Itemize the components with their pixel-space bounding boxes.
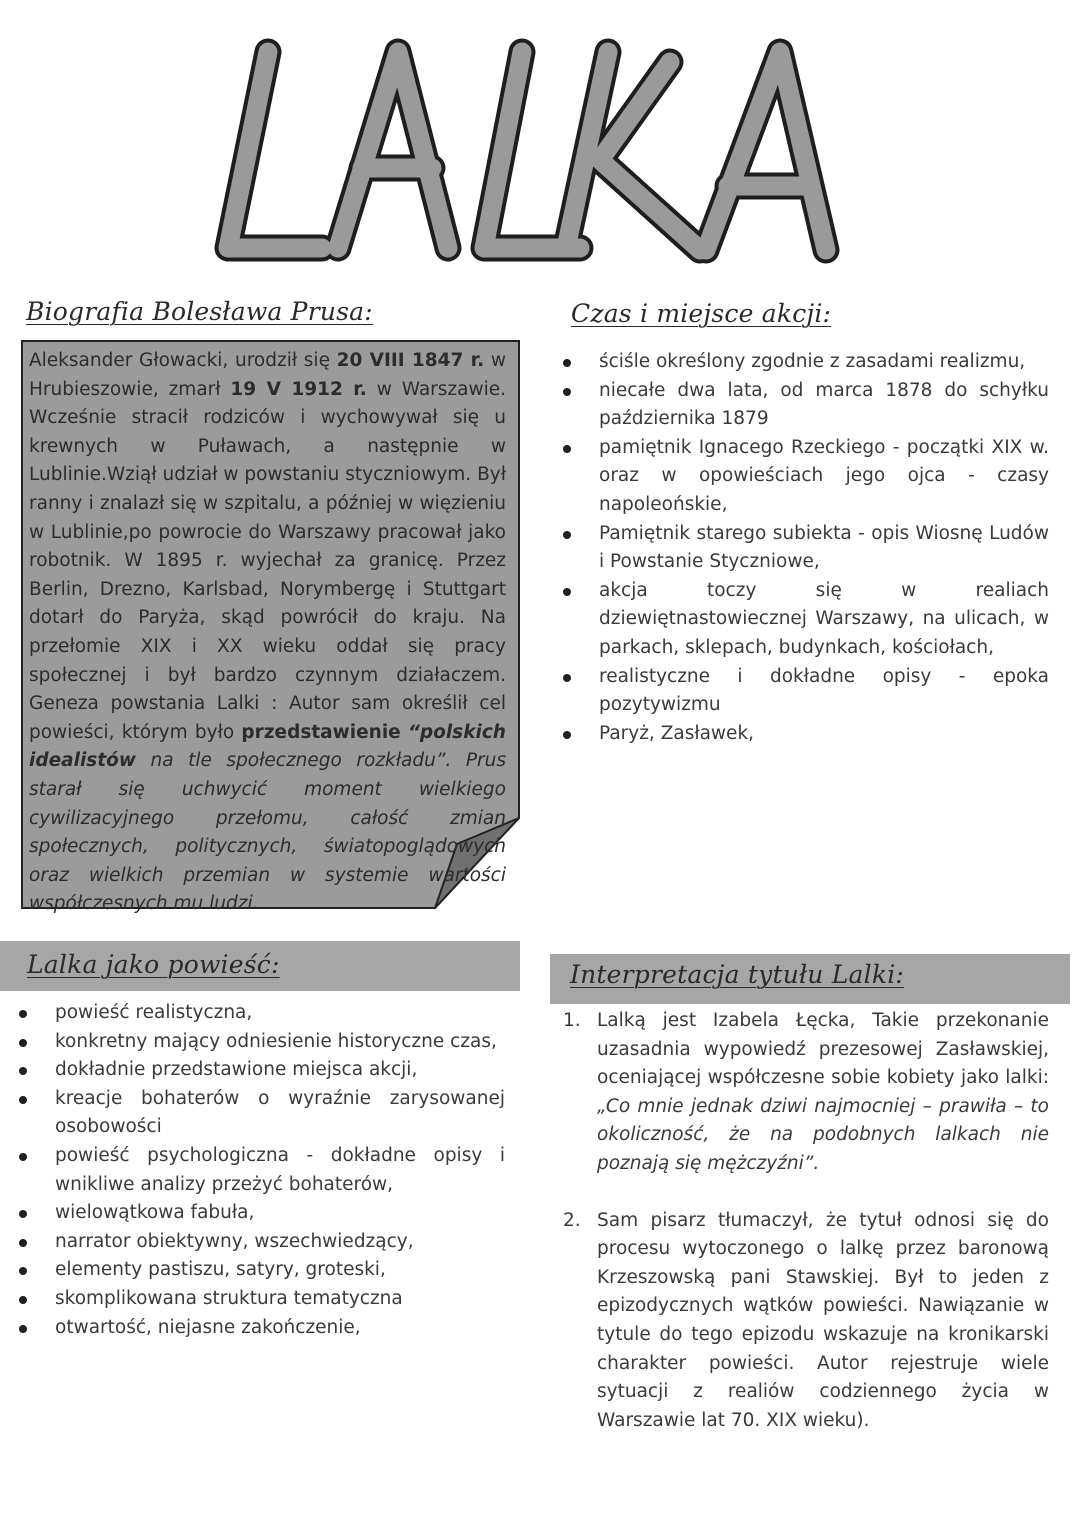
list-item: ściśle określony zgodnie z zasadami realizmu, [561,348,1049,377]
biography-text: Aleksander Głowacki, urodził się 20 VIII 1847 r. w Hrubieszowie, zmarł 19 V 1912 r. w Warszawie. Wcześnie stracił rodziców i wychowywał się u krewnych w Puławach, a następnie w Lublinie.Wziął udział w powstaniu styczniowym. Był ranny i znalazł się w szpitalu, a później w więzieniu w Lublinie,po powrocie do Warszawy pracował jako robotnik. W 1895 r. wyjechał za granicę. Przez Berlin, Drezno, Karlsbad, Norymbergę i Stuttgart dotarł do Paryża, skąd powrócił do kraju. Na przełomie XIX i XX wieku oddał się pracy społecznej i był bardzo czynnym działaczem. Geneza powstania Lalki : Autor sam określił cel powieści, którym było przedstawienie “polskich idealistów na tle społecznego rozkładu”. Prus starał się uchwycić moment wielkiego cywilizacyjnego przełomu, całość zmian społecznych, politycznych, światopoglądowych oraz wielkich przemian w systemie wartości współczesnych mu ludzi. [29,350,506,915]
list-item: realistyczne i dokładne opisy - epoka pozytywizmu [561,663,1049,720]
list-item: niecałe dwa lata, od marca 1878 do schyłku października 1879 [561,377,1049,434]
item-number: 2. [563,1209,581,1231]
item-quote: „Co mnie jednak dziwi najmocniej – prawiła – to okoliczność, że na podobnych lalkach nie poznają się mężczyźni”. [597,1095,1049,1174]
list-item: elementy pastiszu, satyry, groteski, [17,1256,505,1285]
interpretacja-list [563,1007,1049,1435]
czas-list [561,348,1049,748]
list-item: akcja toczy się w realiach dziewiętnastowiecznej Warszawy, na ulicach, w parkach, sklepach, budynkach, kościołach, [561,577,1049,663]
powiesc-heading: Lalka jako powieść: [27,950,280,979]
list-item: wielowątkowa fabuła, [17,1199,505,1228]
list-item: konkretny mający odniesienie historyczne czas, [17,1028,505,1057]
list-item: Paryż, Zasławek, [561,720,1049,749]
list-item: powieść psychologiczna - dokładne opisy i wnikliwe analizy przeżyć bohaterów, [17,1142,505,1199]
list-item: narrator obiektywny, wszechwiedzący, [17,1228,505,1257]
list-item: dokładnie przedstawione miejsca akcji, [17,1056,505,1085]
title-letters [228,52,826,250]
list-item: skomplikowana struktura tematyczna [17,1285,505,1314]
biography-heading: Biografia Bolesława Prusa: [26,297,373,326]
item-number: 1. [563,1010,581,1031]
czas-heading: Czas i miejsce akcji: [571,299,832,328]
item-text: Lalką jest Izabela Łęcka, Takie przekonanie uzasadnia wypowiedź prezesowej Zasławskiej, oceniającej współczesne sobie kobiety jako lalki: [597,1010,1049,1089]
item-text: Sam pisarz tłumaczył, że tytuł odnosi się do procesu wytoczonego o lalkę przez baronową Krzeszowską pani Stawskiej. Był to jeden z epizodycznych wątków powieści. Nawiązanie w tytule do tego epizodu wskazuje na kronikarski charakter powieści. Autor rejestruje wiele sytuacji z realiów codziennego życia w Warszawie lat 70. XIX wieku). [597,1209,1049,1431]
numbered-item [563,1007,1049,1179]
list-item: pamiętnik Ignacego Rzeckiego - początki XIX w. oraz w opowieściach jego ojca - czasy napoleońskie, [561,434,1049,520]
list-item: Pamiętnik starego subiekta - opis Wiosnę Ludów i Powstanie Styczniowe, [561,520,1049,577]
powiesc-list [17,999,505,1342]
interpretacja-heading: Interpretacja tytułu Lalki: [570,960,905,989]
list-item: otwartość, niejasne zakończenie, [17,1314,505,1343]
list-item: kreacje bohaterów o wyraźnie zarysowanej osobowości [17,1085,505,1142]
title-graphic [0,0,1080,290]
numbered-item [563,1207,1049,1436]
list-item: powieść realistyczna, [17,999,505,1028]
